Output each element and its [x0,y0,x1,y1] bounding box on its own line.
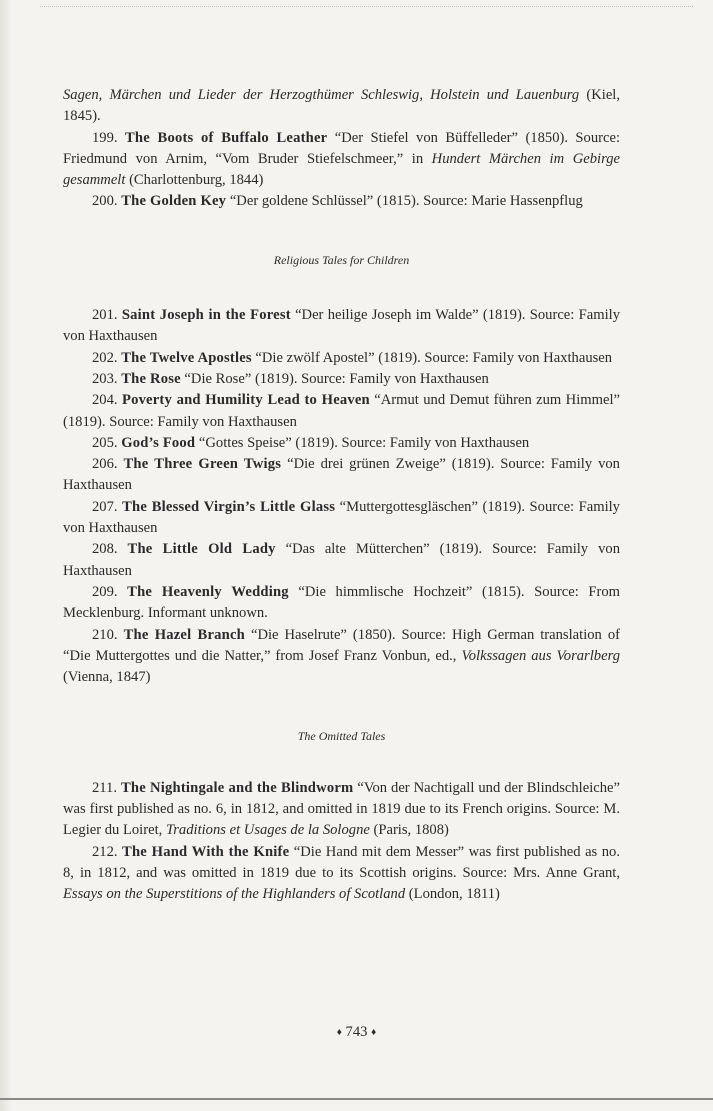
entry-title: The Hand With the Knife [122,843,290,860]
entry-title: The Nightingale and the Blindworm [120,779,354,796]
entry-200 [63,191,620,212]
entry-rest: (London, 1811) [405,886,500,903]
page-number [0,1024,713,1041]
entry-title: The Blessed Virgin’s Little Glass [122,498,336,515]
entry-number: 210. [92,626,118,643]
entry-209 [63,582,620,625]
entry-number: 201. [92,307,118,324]
entry-text: “Der Stiefel von Büffelleder” (1850). Source: Friedmund von Arnim, “Vom Bruder Stiefelschmeer,” in [63,129,621,167]
entry-title: The Rose [121,370,181,387]
entry-210 [63,625,620,689]
entry-text: “Die drei grünen Zweige” (1819). Source: Family von Haxthausen [63,456,620,494]
entry-204 [63,390,620,433]
entry-text: “Die zwölf Apostel” (1819). Source: Family von Haxthausen [251,349,613,366]
entry-number: 203. [92,370,118,387]
page-number-value: 743 [345,1024,368,1040]
entry-205 [63,433,620,454]
entry-text: “Die Haselrute” (1850). Source: High German translation of “Die Muttergottes und die Natter,” from Josef Franz Vonbun, ed., [63,626,621,664]
entry-italic: Hundert Märchen im Gebirge gesammelt [63,150,620,189]
entry-211 [63,778,620,842]
intro-italic-title: Sagen, Märchen und Lieder der Herzogthümer Schleswig, Holstein und Lauenburg [63,87,580,103]
entry-number: 207. [92,498,118,515]
entry-text: “Der heilige Joseph im Walde” (1819). Source: Family von Haxthausen [63,307,620,345]
diamond-ornament-icon: ♦ [371,1027,377,1038]
entry-italic: Volkssagen aus Vorarlberg [461,647,621,664]
entry-title: God’s Food [121,434,196,451]
entry-title: The Twelve Apostles [121,349,252,366]
entry-title: The Heavenly Wedding [127,583,289,600]
entry-number: 208. [92,541,118,558]
entry-number: 206. [92,456,118,473]
section-heading-omitted: The Omitted Tales [297,729,386,744]
entry-text: “Der goldene Schlüssel” (1815). Source: Marie Hassenpflug [226,193,583,210]
entry-number: 209. [92,583,118,600]
entry-italic: Essays on the Superstitions of the Highlanders of Scotland [63,886,406,903]
scan-bottom-edge [0,1098,713,1100]
intro-rest: (Kiel, 1845). [63,87,620,125]
entry-201 [63,305,620,348]
entry-202 [63,348,620,369]
intro-paragraph [63,85,620,128]
entry-number: 200. [92,193,118,210]
entry-title: The Three Green Twigs [123,456,282,473]
entry-title: The Hazel Branch [123,626,245,643]
entry-text: “Von der Nachtigall und der Blindschleiche” was first published as no. 6, in 1812, and omitted in 1819 due to its French origins. Source: M. Legier du Loiret, [63,779,620,839]
entry-number: 202. [92,349,118,366]
entry-title: The Boots of Buffalo Leather [124,129,328,146]
entry-number: 212. [92,843,118,860]
entry-italic: Traditions et Usages de la Sologne [165,822,370,839]
entry-text: “Armut und Demut führen zum Himmel” (1819). Source: Family von Haxthausen [63,392,620,430]
entry-number: 205. [92,434,118,451]
entry-rest: (Paris, 1808) [369,822,449,839]
entry-title: Poverty and Humility Lead to Heaven [121,392,370,409]
entry-title: Saint Joseph in the Forest [121,307,291,324]
entry-rest: (Vienna, 1847) [63,669,151,686]
entry-199 [63,128,620,192]
entry-212 [63,842,620,906]
entry-number: 199. [92,129,118,146]
page-body [63,85,620,906]
entry-text: “Muttergottesgläschen” (1819). Source: Family von Haxthausen [63,498,620,537]
scan-top-edge [40,6,693,8]
entry-207 [63,497,620,540]
entry-text: “Die Hand mit dem Messer” was first published as no. 8, in 1812, and was omitted in 1819 due to its Scottish origins. Source: Mrs. Anne Grant, [63,843,620,881]
page-gutter-shadow [0,0,12,1111]
entry-206 [63,454,620,497]
entry-text: “Die Rose” (1819). Source: Family von Haxthausen [180,370,489,387]
entry-text: “Das alte Mütterchen” (1819). Source: Family von Haxthausen [63,541,620,579]
entry-208 [63,539,620,582]
entry-title: The Little Old Lady [127,541,276,558]
entry-rest: (Charlottenburg, 1844) [125,172,264,189]
entry-text: “Gottes Speise” (1819). Source: Family von Haxthausen [195,434,530,451]
diamond-ornament-icon: ♦ [336,1027,342,1038]
entry-number: 211. [92,779,117,796]
section-heading-religious: Religious Tales for Children [273,252,410,267]
entry-text: “Die himmlische Hochzeit” (1815). Source: From Mecklenburg. Informant unknown. [63,583,620,622]
entry-title: The Golden Key [121,193,227,210]
entry-203 [63,369,620,390]
entry-number: 204. [92,392,118,409]
